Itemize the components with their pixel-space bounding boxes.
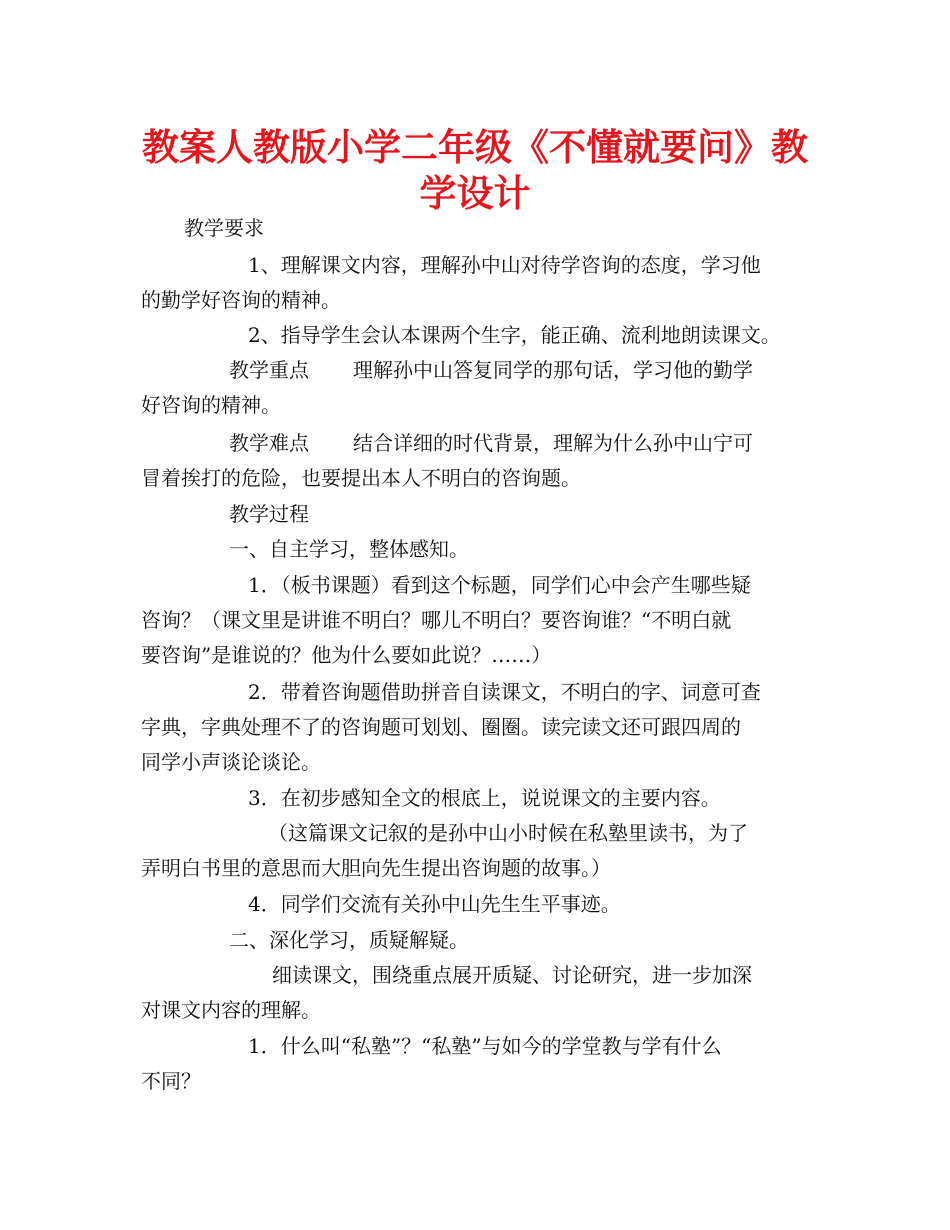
- paragraph-line: （这篇课文记叙的是孙中山小时候在私塾里读书，为了: [268, 821, 748, 845]
- document-title-line-1: 教案人教版小学二年级《不懂就要问》教: [142, 126, 808, 169]
- key-point-line: [229, 355, 753, 385]
- paragraph-line: 3．在初步感知全文的根底上，说说课文的主要内容。: [248, 786, 721, 810]
- paragraph-line: 1、理解课文内容，理解孙中山对待学咨询的态度，学习他: [248, 253, 761, 277]
- document-title-line-2: 学设计: [419, 172, 531, 215]
- paragraph-line: 要咨询”是谁说的？他为什么要如此说？……）: [141, 643, 552, 667]
- difficulty-line: [229, 428, 753, 458]
- paragraph-line: 2．带着咨询题借助拼音自读课文，不明白的字、词意可查: [248, 680, 761, 704]
- paragraph-line: 4．同学们交流有关孙中山先生生平事迹。: [248, 892, 621, 916]
- paragraph-line: 1．（板书课题）看到这个标题，同学们心中会产生哪些疑: [248, 573, 751, 597]
- paragraph-line: 的勤学好咨询的精神。: [141, 288, 341, 312]
- paragraph-line: 弄明白书里的意思而大胆向先生提出咨询题的故事。）: [141, 856, 611, 880]
- paragraph-line: 1．什么叫“私塾”？“私塾”与如今的学堂教与学有什么: [248, 1034, 722, 1058]
- section-heading-requirements: 教学要求: [184, 216, 264, 240]
- paragraph-line: 2、指导学生会认本课两个生字，能正确、流利地朗读课文。: [248, 323, 781, 347]
- difficulty-label: 教学难点: [229, 431, 309, 455]
- paragraph-line: 同学小声谈论谈论。: [141, 750, 321, 774]
- paragraph-line: 不同？: [141, 1069, 201, 1093]
- difficulty-text: 结合详细的时代背景，理解为什么孙中山宁可: [353, 431, 753, 455]
- paragraph-line: 咨询？（课文里是讲谁不明白？哪儿不明白？要咨询谁？“不明白就: [141, 608, 732, 632]
- paragraph-line: 字典，字典处理不了的咨询题可划划、圈圈。读完读文还可跟四周的: [141, 715, 741, 739]
- section-heading-process: 教学过程: [229, 502, 309, 526]
- section-heading-part-1: 一、自主学习，整体感知。: [229, 537, 469, 561]
- section-heading-part-2: 二、深化学习，质疑解疑。: [229, 928, 469, 952]
- paragraph-line: 对课文内容的理解。: [141, 998, 321, 1022]
- key-point-text: 理解孙中山答复同学的那句话，学习他的勤学: [353, 358, 753, 382]
- paragraph-line: 冒着挨打的危险，也要提出本人不明白的咨询题。: [141, 466, 581, 490]
- paragraph-line: 细读课文，围绕重点展开质疑、讨论研究，进一步加深: [272, 963, 752, 987]
- key-point-label: 教学重点: [229, 358, 309, 382]
- paragraph-line: 好咨询的精神。: [141, 393, 281, 417]
